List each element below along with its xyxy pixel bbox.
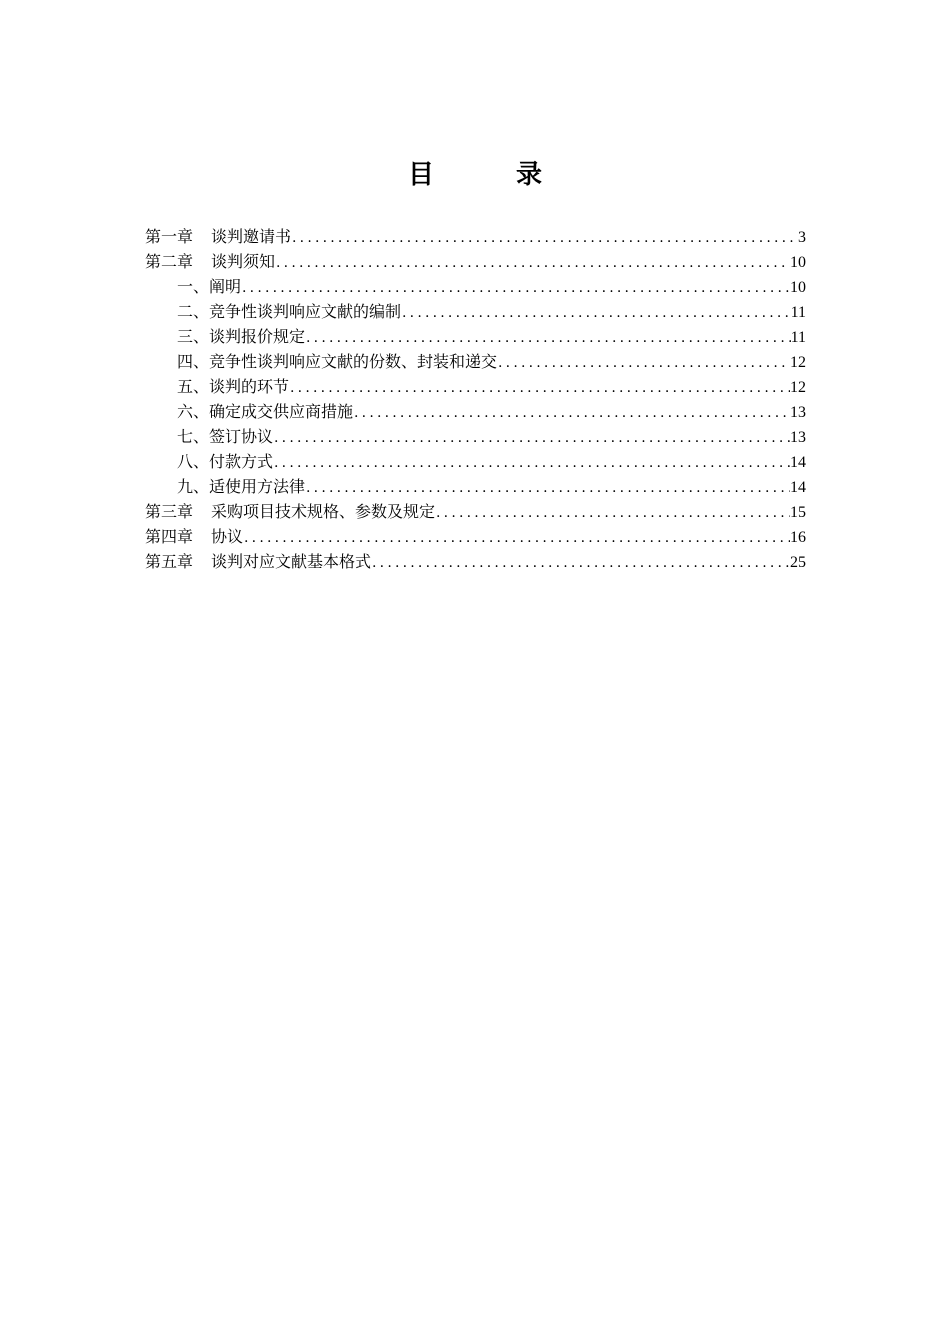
toc-dot-leader — [305, 476, 790, 501]
toc-entry-label: 谈判须知 — [211, 252, 276, 271]
toc-entry-section-3[interactable] — [145, 324, 806, 349]
toc-entry-label: 六、确定成交供应商措施 — [177, 402, 354, 421]
toc-entry-chapter-2[interactable] — [145, 249, 806, 274]
toc-page-number: 10 — [790, 279, 806, 296]
toc-entry-label: 谈判对应文献基本格式 — [211, 552, 372, 571]
toc-chapter-number: 第一章 — [145, 227, 194, 246]
toc-page-number: 14 — [790, 454, 806, 471]
toc-dot-leader — [273, 426, 790, 451]
toc-entry-label: 三、谈判报价规定 — [177, 327, 306, 346]
toc-chapter-number: 第四章 — [145, 527, 194, 546]
toc-dot-leader — [371, 551, 790, 576]
toc-entry-section-6[interactable] — [145, 399, 806, 424]
toc-page-number: 25 — [790, 554, 806, 571]
toc-dot-leader — [401, 301, 791, 326]
toc-entry-section-8[interactable] — [145, 449, 806, 474]
toc-entry-label: 五、谈判的环节 — [177, 377, 290, 396]
toc-entry-label: 协议 — [211, 527, 244, 546]
toc-page-number: 10 — [790, 254, 806, 271]
toc-entry-label: 九、适使用方法律 — [177, 477, 306, 496]
toc-entry-label: 八、付款方式 — [177, 452, 274, 471]
toc-entry-section-1[interactable] — [145, 274, 806, 299]
toc-entry-label: 二、竞争性谈判响应文献的编制 — [177, 302, 402, 321]
toc-dot-leader — [305, 326, 791, 351]
toc-dot-leader — [289, 376, 790, 401]
toc-dot-leader — [275, 251, 790, 276]
toc-entry-section-9[interactable] — [145, 474, 806, 499]
toc-entry-chapter-1[interactable] — [145, 224, 806, 249]
toc-entry-chapter-5[interactable] — [145, 549, 806, 574]
toc-page-number: 3 — [798, 229, 806, 246]
toc-page-number: 12 — [790, 354, 806, 371]
toc-entry-chapter-4[interactable] — [145, 524, 806, 549]
toc-dot-leader — [353, 401, 790, 426]
toc-page-number: 13 — [790, 429, 806, 446]
toc-page-number: 14 — [790, 479, 806, 496]
toc-entry-section-2[interactable] — [145, 299, 806, 324]
toc-dot-leader — [435, 501, 790, 526]
toc-dot-leader — [291, 226, 798, 251]
toc-page-number: 11 — [790, 304, 806, 321]
table-of-contents — [145, 224, 806, 574]
toc-entry-section-5[interactable] — [145, 374, 806, 399]
toc-page-number: 11 — [790, 329, 806, 346]
toc-entry-label: 四、竞争性谈判响应文献的份数、封装和递交 — [177, 352, 498, 371]
toc-chapter-number: 第三章 — [145, 502, 194, 521]
toc-entry-label: 七、签订协议 — [177, 427, 274, 446]
toc-entry-label: 谈判邀请书 — [211, 227, 292, 246]
toc-chapter-number: 第五章 — [145, 552, 194, 571]
toc-page-number: 16 — [790, 529, 806, 546]
toc-chapter-number: 第二章 — [145, 252, 194, 271]
page-title: 目 录 — [407, 160, 570, 190]
toc-entry-label: 一、阐明 — [177, 277, 242, 296]
toc-entry-section-7[interactable] — [145, 424, 806, 449]
toc-dot-leader — [497, 351, 790, 376]
toc-dot-leader — [243, 526, 790, 551]
toc-dot-leader — [241, 276, 790, 301]
toc-entry-label: 采购项目技术规格、参数及规定 — [211, 502, 436, 521]
toc-dot-leader — [273, 451, 790, 476]
toc-entry-section-4[interactable] — [145, 349, 806, 374]
toc-page-number: 15 — [790, 504, 806, 521]
toc-entry-chapter-3[interactable] — [145, 499, 806, 524]
toc-page-number: 12 — [790, 379, 806, 396]
toc-page-number: 13 — [790, 404, 806, 421]
